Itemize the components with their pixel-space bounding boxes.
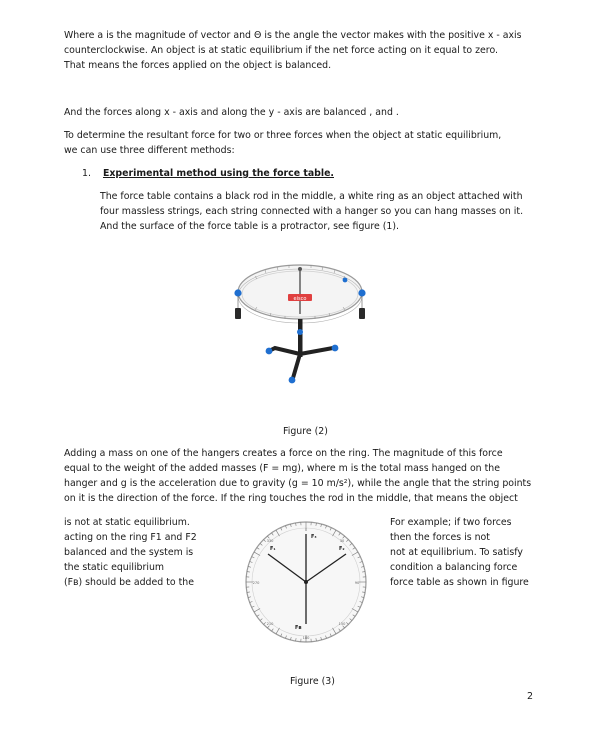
text-line: the static equilibrium bbox=[64, 562, 165, 573]
text-line: equal to the weight of the added masses (F = mg), where m is the total mass hanged on the bbox=[64, 463, 500, 474]
section-title: Experimental method using the force table. bbox=[102, 168, 334, 179]
brand-label: eisco bbox=[293, 296, 307, 302]
text-line: And the surface of the force table is a protractor, see figure (1). bbox=[100, 221, 400, 232]
text-line: is not at static equilibrium. bbox=[64, 517, 190, 528]
text-line: And the forces along x - axis and along the y - axis are balanced , and . bbox=[64, 107, 399, 118]
svg-text:0: 0 bbox=[304, 528, 308, 532]
text-line: on it is the direction of the force. If the ring touches the rod in the middle, that means the object bbox=[64, 493, 518, 504]
methods-paragraph bbox=[64, 128, 534, 158]
right-column-text bbox=[390, 515, 529, 590]
svg-text:270: 270 bbox=[252, 581, 260, 585]
force-table-figure bbox=[225, 252, 375, 392]
text-line: Adding a mass on one of the hangers creates a force on the ring. The magnitude of this force bbox=[64, 448, 503, 459]
left-column-text bbox=[64, 515, 197, 590]
text-line: counterclockwise. An object is at static equilibrium if the net force acting on it equal to zero. bbox=[64, 45, 499, 56]
text-line: we can use three different methods: bbox=[64, 145, 235, 156]
text-line: (Fʙ) should be added to the bbox=[64, 577, 194, 588]
section-number: 1. bbox=[82, 168, 91, 179]
text-line: then the forces is not bbox=[390, 532, 490, 543]
text-line: hanger and g is the acceleration due to gravity (g = 10 m/s²), while the angle that the string points bbox=[64, 478, 532, 489]
text-line: four massless strings, each string connected with a hanger so you can hang masses on it. bbox=[100, 206, 524, 217]
text-line: To determine the resultant force for two or three forces when the object at static equilibrium, bbox=[64, 130, 502, 141]
figure-caption: Figure (2) bbox=[283, 426, 328, 437]
text-line: condition a balancing force bbox=[390, 562, 518, 573]
force-diagram bbox=[242, 512, 372, 662]
text-line: acting on the ring F1 and F2 bbox=[64, 532, 197, 543]
text-line: force table as shown in figure bbox=[390, 577, 529, 588]
adding-paragraph bbox=[64, 446, 544, 506]
svg-text:90: 90 bbox=[354, 581, 360, 585]
intro-paragraph bbox=[64, 28, 534, 73]
text-line: not at equilibrium. To satisfy bbox=[390, 547, 523, 558]
svg-text:330: 330 bbox=[266, 539, 274, 543]
text-line: For example; if two forces bbox=[390, 517, 512, 528]
text-line: The force table contains a black rod in the middle, a white ring as an object attached with bbox=[100, 191, 523, 202]
text-line: Where a is the magnitude of vector and Θ is the angle the vector makes with the positive x - axis bbox=[64, 30, 522, 41]
section-heading bbox=[82, 166, 334, 181]
text-line: balanced and the system is bbox=[64, 547, 194, 558]
page-number: 2 bbox=[527, 691, 534, 702]
force-label-fb: Fʙ bbox=[295, 625, 302, 631]
figure-caption: Figure (3) bbox=[290, 676, 335, 687]
balanced-paragraph bbox=[64, 105, 534, 120]
force-label-f3: F₃ bbox=[311, 534, 317, 540]
svg-text:150: 150 bbox=[338, 622, 346, 626]
svg-text:30: 30 bbox=[339, 539, 345, 543]
force-label-f2: F₂ bbox=[339, 546, 345, 552]
svg-text:210: 210 bbox=[266, 622, 274, 626]
force-label-f1: F₁ bbox=[270, 546, 276, 552]
force-table-paragraph bbox=[100, 189, 540, 234]
svg-text:180: 180 bbox=[302, 636, 310, 640]
text-line: That means the forces applied on the object is balanced. bbox=[64, 60, 332, 71]
